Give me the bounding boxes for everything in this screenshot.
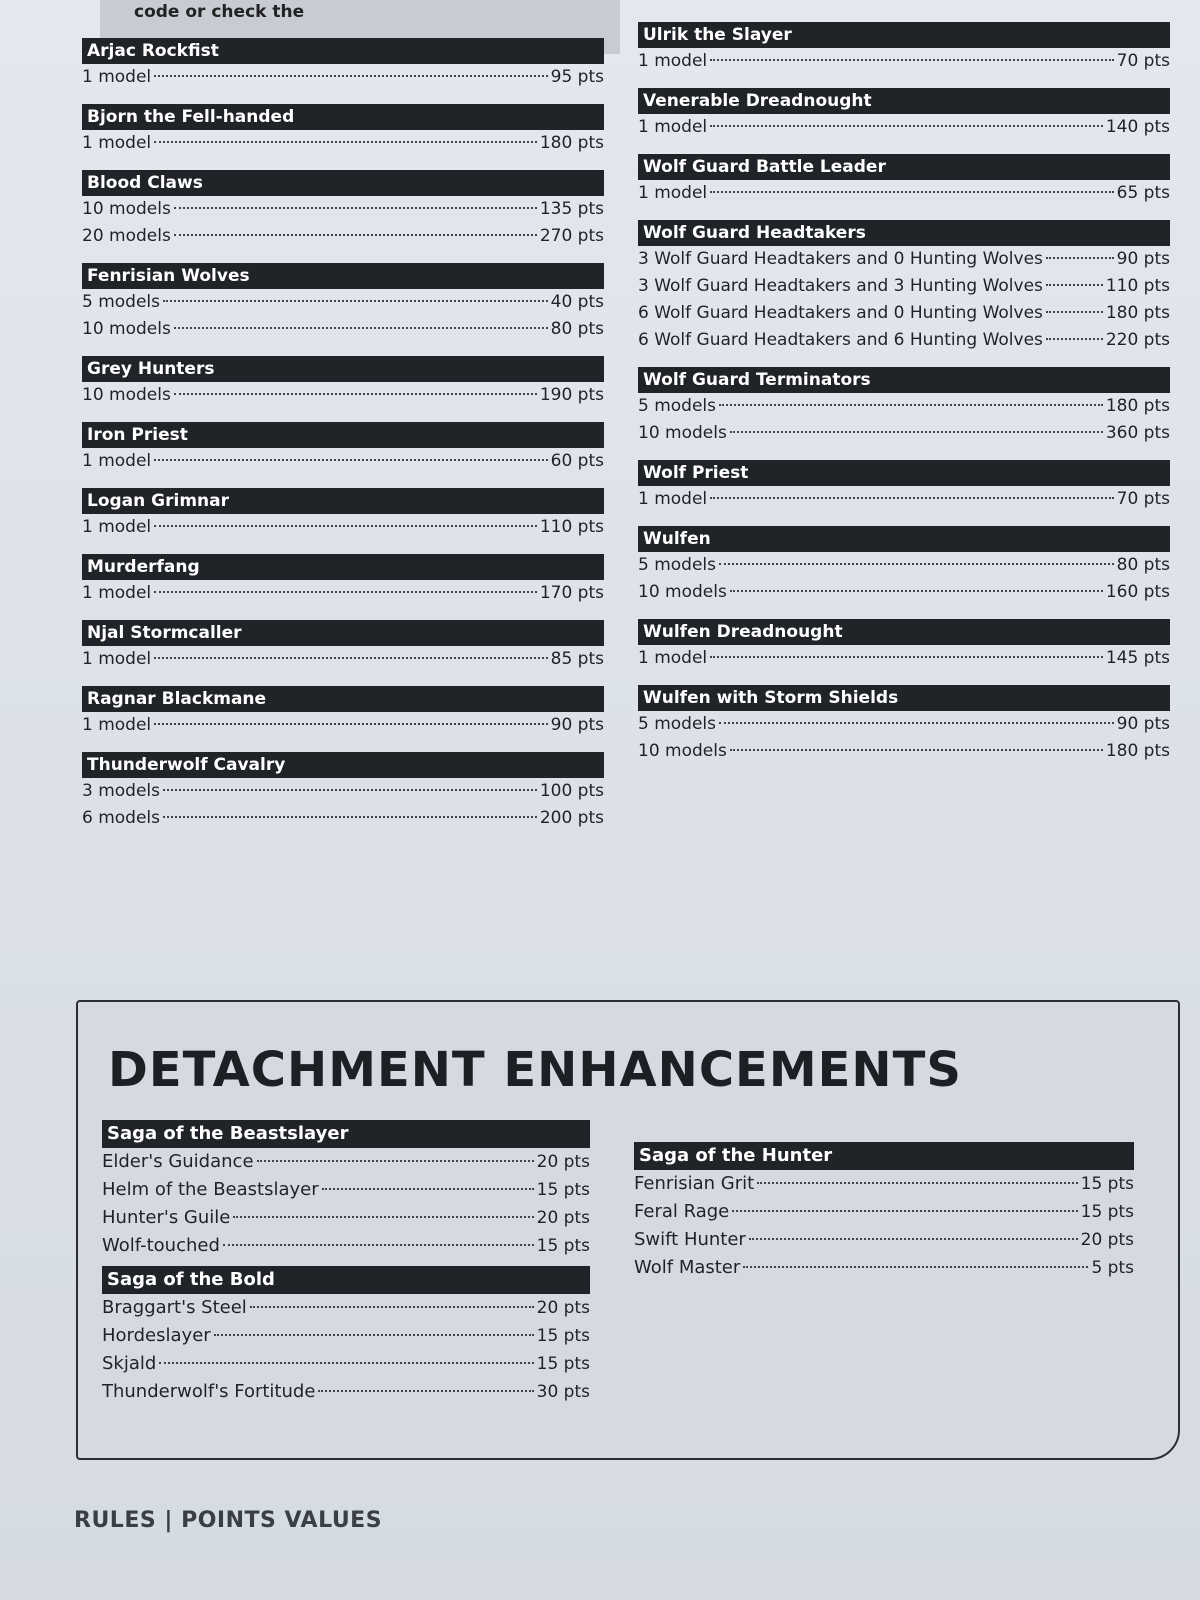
dot-leader bbox=[710, 497, 1113, 499]
points-row bbox=[638, 327, 1170, 354]
row-points: 200 pts bbox=[539, 808, 604, 828]
points-entry bbox=[82, 620, 604, 673]
entry-name-bar: Wolf Guard Battle Leader bbox=[638, 154, 1170, 180]
row-label: 1 model bbox=[82, 451, 152, 471]
row-points: 360 pts bbox=[1105, 423, 1170, 443]
row-label: 1 model bbox=[638, 117, 708, 137]
points-row bbox=[82, 580, 604, 607]
dot-leader bbox=[318, 1390, 533, 1392]
points-row bbox=[638, 180, 1170, 207]
dot-leader bbox=[732, 1210, 1077, 1212]
row-points: 40 pts bbox=[550, 292, 604, 312]
row-points: 85 pts bbox=[550, 649, 604, 669]
points-entry bbox=[634, 1142, 1134, 1282]
dot-leader bbox=[710, 59, 1113, 61]
dot-leader bbox=[233, 1216, 533, 1218]
points-entry bbox=[102, 1120, 590, 1260]
row-label: 5 models bbox=[638, 555, 717, 575]
points-row bbox=[82, 64, 604, 91]
row-points: 110 pts bbox=[1105, 276, 1170, 296]
row-label: 10 models bbox=[82, 319, 171, 339]
points-row bbox=[634, 1226, 1134, 1254]
dot-leader bbox=[749, 1238, 1078, 1240]
points-row bbox=[638, 393, 1170, 420]
dot-leader bbox=[214, 1334, 534, 1336]
right-unit-column bbox=[638, 22, 1170, 778]
points-entry bbox=[82, 488, 604, 541]
row-points: 15 pts bbox=[536, 1236, 590, 1256]
points-row bbox=[102, 1350, 590, 1378]
row-points: 180 pts bbox=[1105, 741, 1170, 761]
points-entry bbox=[638, 619, 1170, 672]
entry-name-bar: Iron Priest bbox=[82, 422, 604, 448]
row-label: 6 Wolf Guard Headtakers and 6 Hunting Wolves bbox=[638, 330, 1043, 350]
points-row bbox=[102, 1176, 590, 1204]
points-entry bbox=[638, 526, 1170, 606]
row-label: Helm of the Beastslayer bbox=[102, 1179, 319, 1200]
entry-name-bar: Logan Grimnar bbox=[82, 488, 604, 514]
points-row bbox=[82, 196, 604, 223]
dot-leader bbox=[154, 723, 547, 725]
left-unit-column bbox=[82, 38, 604, 845]
row-label: 10 models bbox=[638, 423, 727, 443]
row-points: 15 pts bbox=[536, 1326, 590, 1346]
entry-name-bar: Wulfen Dreadnought bbox=[638, 619, 1170, 645]
points-row bbox=[82, 712, 604, 739]
points-entry bbox=[82, 263, 604, 343]
points-entry bbox=[638, 220, 1170, 354]
points-row bbox=[82, 223, 604, 250]
top-note-text: code or check the bbox=[134, 2, 305, 22]
points-row bbox=[638, 552, 1170, 579]
points-entry bbox=[638, 685, 1170, 765]
points-row bbox=[82, 382, 604, 409]
points-entry bbox=[638, 367, 1170, 447]
entry-name-bar: Blood Claws bbox=[82, 170, 604, 196]
row-label: 10 models bbox=[638, 741, 727, 761]
row-points: 15 pts bbox=[536, 1354, 590, 1374]
row-label: Wolf-touched bbox=[102, 1235, 220, 1256]
dot-leader bbox=[163, 816, 537, 818]
points-row bbox=[638, 246, 1170, 273]
row-points: 160 pts bbox=[1105, 582, 1170, 602]
row-label: 1 model bbox=[638, 489, 708, 509]
row-label: Skjald bbox=[102, 1353, 157, 1374]
points-entry bbox=[638, 154, 1170, 207]
points-entry bbox=[82, 38, 604, 91]
row-label: 1 model bbox=[82, 133, 152, 153]
row-label: Fenrisian Grit bbox=[634, 1173, 755, 1194]
points-row bbox=[82, 130, 604, 157]
dot-leader bbox=[730, 590, 1103, 592]
row-label: 3 Wolf Guard Headtakers and 3 Hunting Wolves bbox=[638, 276, 1043, 296]
footer-separator: | bbox=[164, 1508, 173, 1533]
entry-name-bar: Wulfen bbox=[638, 526, 1170, 552]
entry-name-bar: Arjac Rockfist bbox=[82, 38, 604, 64]
row-label: Elder's Guidance bbox=[102, 1151, 254, 1172]
row-points: 30 pts bbox=[536, 1382, 590, 1402]
dot-leader bbox=[1046, 257, 1114, 259]
row-label: 1 model bbox=[82, 649, 152, 669]
enhancements-left-column bbox=[102, 1120, 590, 1412]
dot-leader bbox=[154, 75, 547, 77]
dot-leader bbox=[154, 591, 537, 593]
row-points: 140 pts bbox=[1105, 117, 1170, 137]
entry-name-bar: Saga of the Hunter bbox=[634, 1142, 1134, 1170]
row-points: 95 pts bbox=[550, 67, 604, 87]
points-entry bbox=[82, 356, 604, 409]
row-label: Wolf Master bbox=[634, 1257, 741, 1278]
points-row bbox=[638, 48, 1170, 75]
entry-name-bar: Wolf Priest bbox=[638, 460, 1170, 486]
row-points: 20 pts bbox=[536, 1208, 590, 1228]
detachment-enhancements-box bbox=[76, 1000, 1180, 1460]
points-entry bbox=[638, 460, 1170, 513]
row-points: 110 pts bbox=[539, 517, 604, 537]
dot-leader bbox=[757, 1182, 1077, 1184]
row-label: 1 model bbox=[638, 51, 708, 71]
row-points: 20 pts bbox=[536, 1152, 590, 1172]
points-entry bbox=[82, 752, 604, 832]
points-entry bbox=[82, 170, 604, 250]
entry-name-bar: Wulfen with Storm Shields bbox=[638, 685, 1170, 711]
footer-page-title: POINTS VALUES bbox=[181, 1508, 383, 1533]
dot-leader bbox=[154, 459, 547, 461]
row-points: 100 pts bbox=[539, 781, 604, 801]
entry-name-bar: Ulrik the Slayer bbox=[638, 22, 1170, 48]
row-label: 10 models bbox=[82, 385, 171, 405]
entry-name-bar: Saga of the Beastslayer bbox=[102, 1120, 590, 1148]
points-row bbox=[638, 738, 1170, 765]
row-points: 135 pts bbox=[539, 199, 604, 219]
points-row bbox=[82, 316, 604, 343]
entry-name-bar: Fenrisian Wolves bbox=[82, 263, 604, 289]
points-row bbox=[102, 1204, 590, 1232]
row-points: 80 pts bbox=[1116, 555, 1170, 575]
dot-leader bbox=[154, 525, 537, 527]
entry-name-bar: Grey Hunters bbox=[82, 356, 604, 382]
row-points: 20 pts bbox=[1080, 1230, 1134, 1250]
enhancements-right-column bbox=[634, 1142, 1134, 1288]
row-label: Thunderwolf's Fortitude bbox=[102, 1381, 316, 1402]
points-row bbox=[82, 514, 604, 541]
row-points: 180 pts bbox=[539, 133, 604, 153]
row-label: 1 model bbox=[82, 715, 152, 735]
row-points: 15 pts bbox=[1080, 1174, 1134, 1194]
points-row bbox=[82, 289, 604, 316]
points-row bbox=[638, 300, 1170, 327]
points-entry bbox=[102, 1266, 590, 1406]
points-row bbox=[638, 273, 1170, 300]
dot-leader bbox=[174, 207, 537, 209]
points-row bbox=[634, 1198, 1134, 1226]
footer-section: RULES bbox=[74, 1508, 157, 1533]
row-points: 15 pts bbox=[1080, 1202, 1134, 1222]
row-points: 60 pts bbox=[550, 451, 604, 471]
row-points: 170 pts bbox=[539, 583, 604, 603]
points-row bbox=[638, 114, 1170, 141]
row-label: 1 model bbox=[638, 648, 708, 668]
points-row bbox=[102, 1148, 590, 1176]
points-row bbox=[638, 486, 1170, 513]
points-row bbox=[634, 1254, 1134, 1282]
points-entry bbox=[82, 104, 604, 157]
row-label: 1 model bbox=[82, 583, 152, 603]
dot-leader bbox=[163, 789, 537, 791]
points-entry bbox=[82, 554, 604, 607]
entry-name-bar: Thunderwolf Cavalry bbox=[82, 752, 604, 778]
dot-leader bbox=[1046, 338, 1103, 340]
row-points: 220 pts bbox=[1105, 330, 1170, 350]
row-label: 10 models bbox=[638, 582, 727, 602]
points-row bbox=[638, 579, 1170, 606]
points-row bbox=[102, 1232, 590, 1260]
row-label: 1 model bbox=[82, 67, 152, 87]
row-label: Swift Hunter bbox=[634, 1229, 746, 1250]
row-points: 180 pts bbox=[1105, 396, 1170, 416]
points-entry bbox=[638, 88, 1170, 141]
row-label: 5 models bbox=[638, 396, 717, 416]
dot-leader bbox=[730, 431, 1103, 433]
row-points: 90 pts bbox=[1116, 714, 1170, 734]
points-row bbox=[82, 646, 604, 673]
dot-leader bbox=[159, 1362, 533, 1364]
dot-leader bbox=[719, 563, 1114, 565]
row-label: Feral Rage bbox=[634, 1201, 730, 1222]
entry-name-bar: Wolf Guard Headtakers bbox=[638, 220, 1170, 246]
row-label: 3 models bbox=[82, 781, 161, 801]
row-points: 80 pts bbox=[550, 319, 604, 339]
row-points: 15 pts bbox=[536, 1180, 590, 1200]
entry-name-bar: Wolf Guard Terminators bbox=[638, 367, 1170, 393]
points-row bbox=[638, 645, 1170, 672]
dot-leader bbox=[174, 393, 537, 395]
dot-leader bbox=[163, 300, 548, 302]
points-entry bbox=[638, 22, 1170, 75]
dot-leader bbox=[710, 656, 1103, 658]
row-label: 5 models bbox=[638, 714, 717, 734]
row-points: 20 pts bbox=[536, 1298, 590, 1318]
dot-leader bbox=[174, 327, 548, 329]
dot-leader bbox=[1046, 311, 1103, 313]
row-label: Braggart's Steel bbox=[102, 1297, 247, 1318]
row-label: 20 models bbox=[82, 226, 171, 246]
points-row bbox=[82, 778, 604, 805]
dot-leader bbox=[743, 1266, 1088, 1268]
points-row bbox=[82, 805, 604, 832]
points-row bbox=[102, 1322, 590, 1350]
entry-name-bar: Murderfang bbox=[82, 554, 604, 580]
row-points: 270 pts bbox=[539, 226, 604, 246]
dot-leader bbox=[250, 1306, 534, 1308]
dot-leader bbox=[1046, 284, 1103, 286]
dot-leader bbox=[710, 191, 1113, 193]
points-row bbox=[638, 420, 1170, 447]
entry-name-bar: Saga of the Bold bbox=[102, 1266, 590, 1294]
enhancements-title: DETACHMENT ENHANCEMENTS bbox=[108, 1042, 962, 1098]
dot-leader bbox=[174, 234, 537, 236]
row-label: 6 models bbox=[82, 808, 161, 828]
points-entry bbox=[82, 686, 604, 739]
dot-leader bbox=[322, 1188, 534, 1190]
dot-leader bbox=[730, 749, 1103, 751]
entry-name-bar: Ragnar Blackmane bbox=[82, 686, 604, 712]
row-points: 90 pts bbox=[1116, 249, 1170, 269]
dot-leader bbox=[257, 1160, 534, 1162]
row-points: 180 pts bbox=[1105, 303, 1170, 323]
dot-leader bbox=[154, 141, 537, 143]
dot-leader bbox=[710, 125, 1103, 127]
points-row bbox=[638, 711, 1170, 738]
row-label: Hunter's Guile bbox=[102, 1207, 231, 1228]
row-points: 70 pts bbox=[1116, 489, 1170, 509]
row-points: 65 pts bbox=[1116, 183, 1170, 203]
entry-name-bar: Bjorn the Fell-handed bbox=[82, 104, 604, 130]
row-label: Hordeslayer bbox=[102, 1325, 211, 1346]
points-row bbox=[102, 1378, 590, 1406]
row-label: 1 model bbox=[82, 517, 152, 537]
dot-leader bbox=[719, 722, 1114, 724]
dot-leader bbox=[719, 404, 1103, 406]
points-entry bbox=[82, 422, 604, 475]
points-row bbox=[634, 1170, 1134, 1198]
row-label: 5 models bbox=[82, 292, 161, 312]
row-points: 5 pts bbox=[1091, 1258, 1134, 1278]
points-row bbox=[102, 1294, 590, 1322]
row-points: 190 pts bbox=[539, 385, 604, 405]
row-points: 90 pts bbox=[550, 715, 604, 735]
row-points: 145 pts bbox=[1105, 648, 1170, 668]
entry-name-bar: Njal Stormcaller bbox=[82, 620, 604, 646]
dot-leader bbox=[154, 657, 547, 659]
row-label: 1 model bbox=[638, 183, 708, 203]
row-points: 70 pts bbox=[1116, 51, 1170, 71]
dot-leader bbox=[223, 1244, 534, 1246]
entry-name-bar: Venerable Dreadnought bbox=[638, 88, 1170, 114]
row-label: 6 Wolf Guard Headtakers and 0 Hunting Wolves bbox=[638, 303, 1043, 323]
row-label: 3 Wolf Guard Headtakers and 0 Hunting Wolves bbox=[638, 249, 1043, 269]
page-footer bbox=[74, 1508, 382, 1533]
points-row bbox=[82, 448, 604, 475]
row-label: 10 models bbox=[82, 199, 171, 219]
